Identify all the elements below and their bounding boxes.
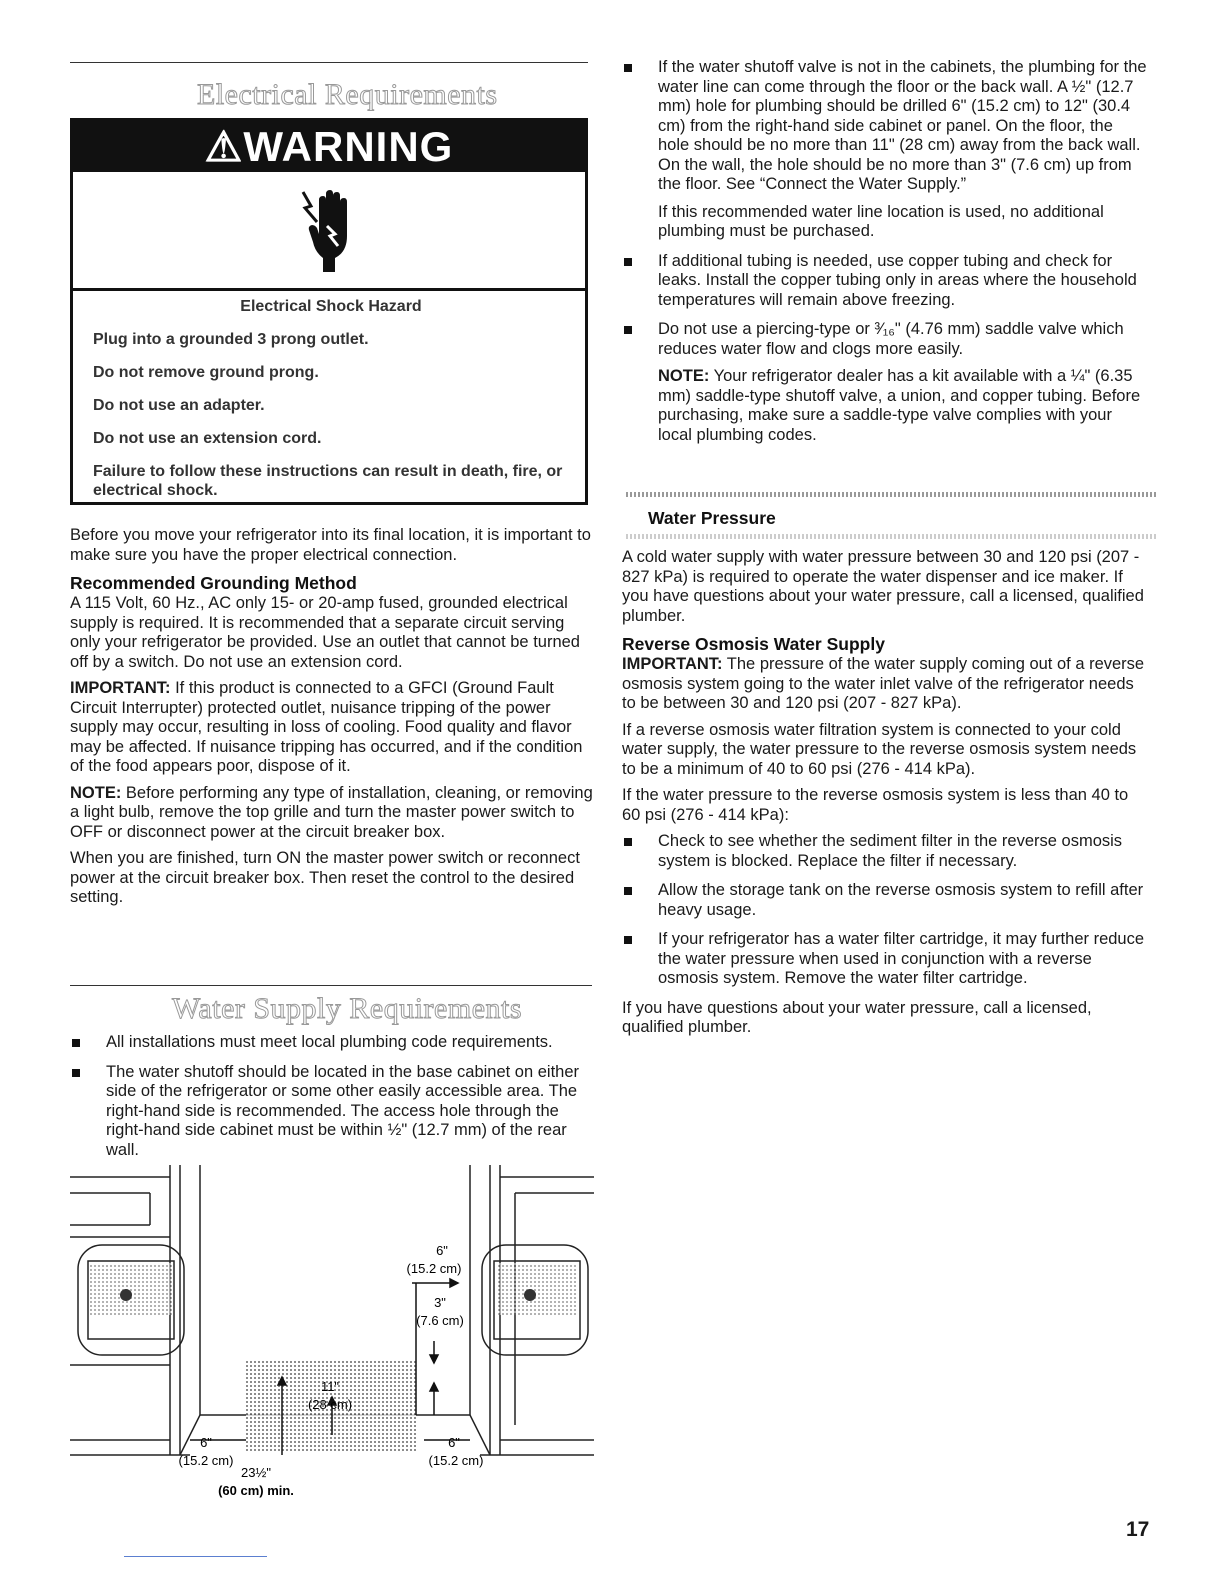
important-label: IMPORTANT: xyxy=(622,655,723,673)
kit-note xyxy=(658,367,1148,445)
warning-line: Do not use an adapter. xyxy=(93,397,265,414)
water-supply-bullets xyxy=(70,1033,596,1170)
electrical-intro: Before you move your refrigerator into its final location, it is important to make sure you have the proper electrical connection. xyxy=(70,526,591,564)
dim-6in-right: 6" xyxy=(448,1435,460,1450)
page-number: 17 xyxy=(1126,1518,1150,1541)
water-pressure-heading: Water Pressure xyxy=(648,508,776,528)
important-text: If this product is connected to a GFCI (Ground Fault Circuit Interrupter) protected outlet, nuisance tripping of the power supply may occur, resulting in loss of cooling. Food quality and flavor may be affected. If nuisance tripping has occurred, and if the condition of the food appears poor, dispose of it. xyxy=(70,679,583,775)
recommended-text: If this recommended water line location is used, no additional plumbing must be purchased. xyxy=(658,202,1104,240)
ro-text-2: If the water pressure to the reverse osmosis system is less than 40 to 60 psi (276 - 414 kPa): xyxy=(622,786,1129,824)
note-label: NOTE: xyxy=(658,367,710,385)
section-title-water-supply: Water Supply Requirements xyxy=(172,992,523,1025)
dim-23in: 23½" xyxy=(241,1465,271,1480)
water-pressure-section xyxy=(622,548,1148,1045)
warning-header xyxy=(73,121,585,172)
dim-11in: 11" xyxy=(320,1379,340,1394)
list-item: All installations must meet local plumbing code requirements. xyxy=(70,1033,596,1053)
divider-dotted-bottom xyxy=(626,534,1156,539)
ro-text-1: If a reverse osmosis water filtration system is connected to your cold water supply, the water pressure to the reverse osmosis system needs to be a minimum of 40 to 60 psi (276 - 414 kPa). xyxy=(622,720,1137,778)
dim-6in-left: 6" xyxy=(200,1435,212,1450)
divider-dotted-top xyxy=(626,492,1156,497)
list-item: If the water shutoff valve is not in the cabinets, the plumbing for the water line can come through the floor or the back wall. A ½" (12.7 mm) hole for plumbing should be drilled 6" (15.2 cm) to 12" (30.4 cm) from the right-hand side cabinet or panel. On the floor, the hole should be no more than 11" (28 cm) away from the back wall. On the wall, the hole should be no more than 3" (7.6 cm) up from the floor. See “Connect the Water Supply.” If this recommended water line location is used, no additional plumbing must be purchased. xyxy=(622,58,1148,242)
grounding-heading: Recommended Grounding Method xyxy=(70,573,357,593)
dim-28cm: (28 cm) xyxy=(307,1397,353,1412)
warning-line: Failure to follow these instructions can result in death, fire, or electrical shock. xyxy=(93,463,563,499)
finish-text: When you are finished, turn ON the master power switch or reconnect power at the circuit breaker box. Then reset the control to the desired setting. xyxy=(70,849,580,906)
top-rule-left xyxy=(70,62,588,63)
list-item: Check to see whether the sediment filter in the reverse osmosis system is blocked. Replace the filter if necessary. xyxy=(622,832,1148,871)
warning-triangle-icon: ⚠ xyxy=(204,123,244,170)
warning-texts xyxy=(93,297,569,514)
warning-hazard-title: Electrical Shock Hazard xyxy=(240,298,422,315)
dim-3in: 3" xyxy=(434,1295,446,1310)
note-text: Your refrigerator dealer has a kit available with a ¼" (6.35 mm) saddle-type shutoff valve, a union, and copper tubing. Before purchasing, make sure a saddle-type valve complies with your local plumbing codes. xyxy=(658,367,1141,444)
grounding-text: A 115 Volt, 60 Hz., AC only 15- or 20-amp fused, grounded electrical supply is required. It is recommended that a separate circuit serving only your refrigerator be provided. Use an outlet that cannot be turned off by a switch. Do not use an extension cord. xyxy=(70,594,580,671)
list-item: Allow the storage tank on the reverse osmosis system to refill after heavy usage. xyxy=(622,881,1148,920)
warning-line: Do not remove ground prong. xyxy=(93,364,319,381)
right-text-column xyxy=(622,58,1148,455)
note-label: NOTE: xyxy=(70,783,122,802)
warning-line: Plug into a grounded 3 prong outlet. xyxy=(93,331,369,348)
dim-15cm-top: (15.2 cm) xyxy=(406,1261,462,1276)
warning-label: WARNING xyxy=(243,123,454,170)
note-power xyxy=(70,784,596,843)
list-item: If your refrigerator has a water filter cartridge, it may further reduce the water pressure when used in conjunction with a reverse osmosis system. Remove the water filter cartridge. xyxy=(622,930,1148,989)
list-item: Do not use a piercing-type or ³⁄₁₆" (4.76 mm) saddle valve which reduces water flow and clogs more easily. NOTE: Your refrigerator dealer has a kit available with a ¼" (6.35 mm) saddle-type shutoff valve, a union, and copper tubing. Before purchasing, make sure a saddle-type valve complies with your local plumbing codes. xyxy=(622,320,1148,445)
footer-line xyxy=(124,1556,267,1557)
note-text: Before performing any type of installation, cleaning, or removing a light bulb, remove the top grille and turn the master power switch to OFF or disconnect power at the circuit breaker box. xyxy=(70,783,593,841)
electrical-shock-hand-icon xyxy=(297,186,357,276)
section-title-electrical: Electrical Requirements xyxy=(197,78,498,111)
water-pressure-text: A cold water supply with water pressure between 30 and 120 psi (207 - 827 kPa) is required to operate the water dispenser and ice maker. If you have questions about your water pressure, call a licensed, qualified plumber. xyxy=(622,548,1144,625)
closing-text: If you have questions about your water pressure, call a licensed, qualified plumber. xyxy=(622,998,1092,1036)
water-line-location-diagram xyxy=(70,1165,594,1505)
dim-7cm: (7.6 cm) xyxy=(416,1313,464,1328)
important-label: IMPORTANT: xyxy=(70,679,171,697)
dim-15cm-left: (15.2 cm) xyxy=(178,1453,234,1468)
warning-line: Do not use an extension cord. xyxy=(93,430,322,447)
left-text-column xyxy=(70,526,596,915)
dim-6in-top: 6" xyxy=(436,1243,448,1258)
important-gfci xyxy=(70,679,596,777)
shock-hazard-icon-area xyxy=(73,172,585,291)
ro-heading: Reverse Osmosis Water Supply xyxy=(622,634,885,654)
mid-rule-left xyxy=(70,985,592,986)
warning-box xyxy=(70,118,588,505)
important-text: The pressure of the water supply coming out of a reverse osmosis system going to the water inlet valve of the refrigerator needs to be between 30 and 120 psi (207 - 827 kPa). xyxy=(622,655,1145,712)
dim-15cm-right: (15.2 cm) xyxy=(428,1453,484,1468)
list-item: The water shutoff should be located in the base cabinet on either side of the refrigerator or some other easily accessible area. The right-hand side is recommended. The access hole through the right-hand side cabinet must be within ½" (12.7 mm) of the rear wall. xyxy=(70,1063,596,1161)
ro-important xyxy=(622,655,1148,714)
list-item: If additional tubing is needed, use copper tubing and check for leaks. Install the copper tubing only in areas where the household temperatures will remain above freezing. xyxy=(622,252,1148,311)
dim-60cm: (60 cm) min. xyxy=(218,1483,294,1498)
